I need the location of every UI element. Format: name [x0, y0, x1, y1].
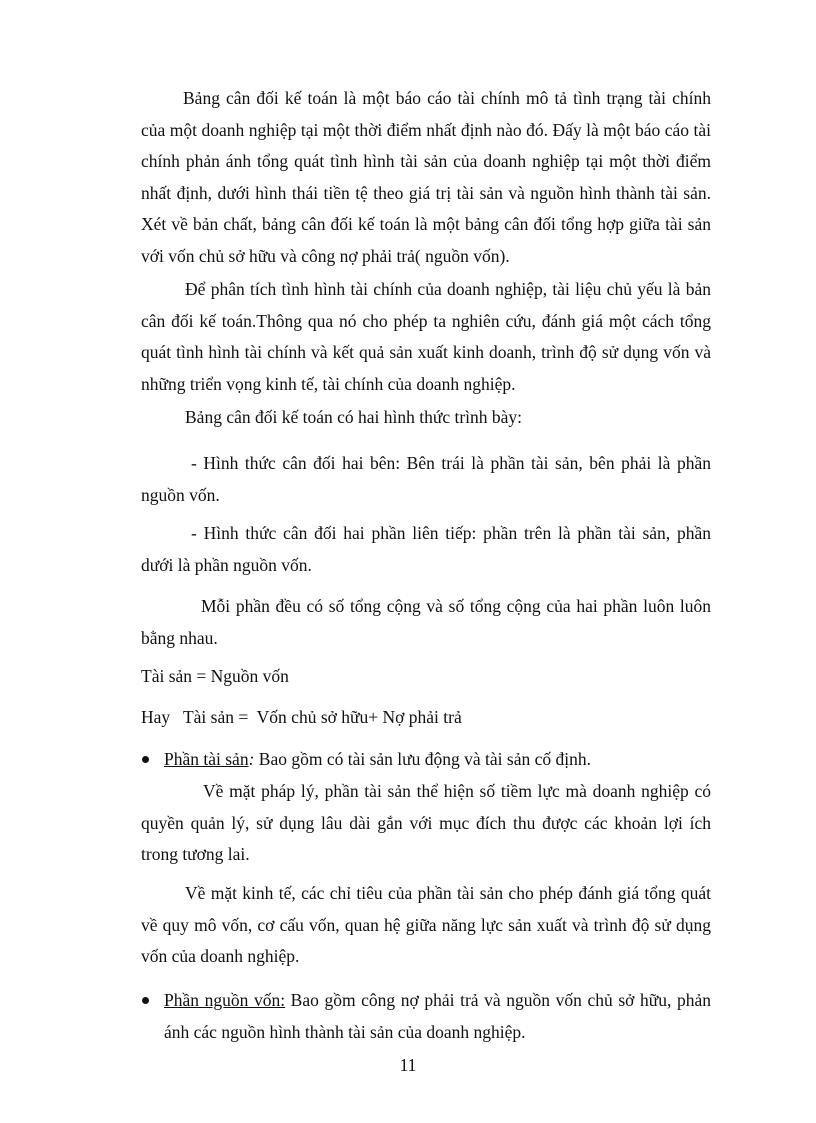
- bullet-capital-section: [141, 985, 711, 1048]
- page-number: 11: [399, 1055, 417, 1075]
- paragraph-consecutive-form: - Hình thức cân đối hai phần liên tiếp: phần trên là phần tài sản, phần dưới là phần nguồn vốn.: [141, 523, 711, 575]
- paragraph-totals-equal: Mỗi phần đều có số tổng cộng và số tổng cộng của hai phần luôn luôn bằng nhau.: [141, 596, 711, 648]
- bullet-icon: [142, 756, 149, 763]
- bullet-capital-term: Phần nguồn vốn:: [164, 990, 286, 1010]
- bullet-assets-term: Phần tài sản: [164, 749, 249, 769]
- paragraph-financial-analysis: Để phân tích tình hình tài chính của doanh nghiệp, tài liệu chủ yếu là bản cân đối kế toán.Thông qua nó cho phép ta nghiên cứu, đánh giá một cách tổng quát tình hình tài chính và kết quả sản xuất kinh doanh, trình độ sử dụng vốn và những triển vọng kinh tế, tài chính của doanh nghiệp.: [141, 279, 711, 394]
- bullet-icon: [142, 997, 149, 1004]
- equation-assets-breakdown: Hay Tài sản = Vốn chủ sở hữu+ Nợ phải trả: [141, 707, 462, 727]
- bullet-assets-section: [141, 744, 711, 776]
- bullet-assets-text: Bao gồm có tài sản lưu động và tài sản cố định.: [254, 749, 591, 769]
- equation-assets-equals-capital: Tài sản = Nguồn vốn: [141, 666, 289, 686]
- bullet-capital-text: Bao gồm công nợ phải trả và nguồn vốn chủ sở hữu, phản ánh các nguồn hình thành tài sản của doanh nghiệp.: [164, 990, 711, 1042]
- paragraph-legal-aspect: Về mặt pháp lý, phần tài sản thể hiện số tiềm lực mà doanh nghiệp có quyền quản lý, sử dụng lâu dài gắn với mục đích thu được các khoản lợi ích trong tương lai.: [141, 781, 711, 864]
- bullet-assets-colon: :: [248, 749, 255, 769]
- paragraph-economic-aspect: Về mặt kinh tế, các chỉ tiêu của phần tài sản cho phép đánh giá tổng quát về quy mô vốn, cơ cấu vốn, quan hệ giữa năng lực sản xuất và trình độ sử dụng vốn của doanh nghiệp.: [141, 883, 711, 966]
- bullet-assets-body: [164, 744, 711, 776]
- bullet-capital-body: [164, 985, 711, 1048]
- paragraph-two-sided-form: - Hình thức cân đối hai bên: Bên trái là phần tài sản, bên phải là phần nguồn vốn.: [141, 453, 711, 505]
- paragraph-balance-sheet-definition: Bảng cân đối kế toán là một báo cáo tài chính mô tả tình trạng tài chính của một doanh nghiệp tại một thời điểm nhất định nào đó. Đấy là một báo cáo tài chính phản ánh tổng quát tình hình tài sản của doanh nghiệp tại một thời điểm nhất định, dưới hình thái tiền tệ theo giá trị tài sản và nguồn hình thành tài sản. Xét về bản chất, bảng cân đối kế toán là một bảng cân đối tổng hợp giữa tài sản với vốn chủ sở hữu và công nợ phải trả( nguồn vốn).: [141, 88, 711, 266]
- paragraph-presentation-forms: Bảng cân đối kế toán có hai hình thức trình bày:: [185, 407, 523, 427]
